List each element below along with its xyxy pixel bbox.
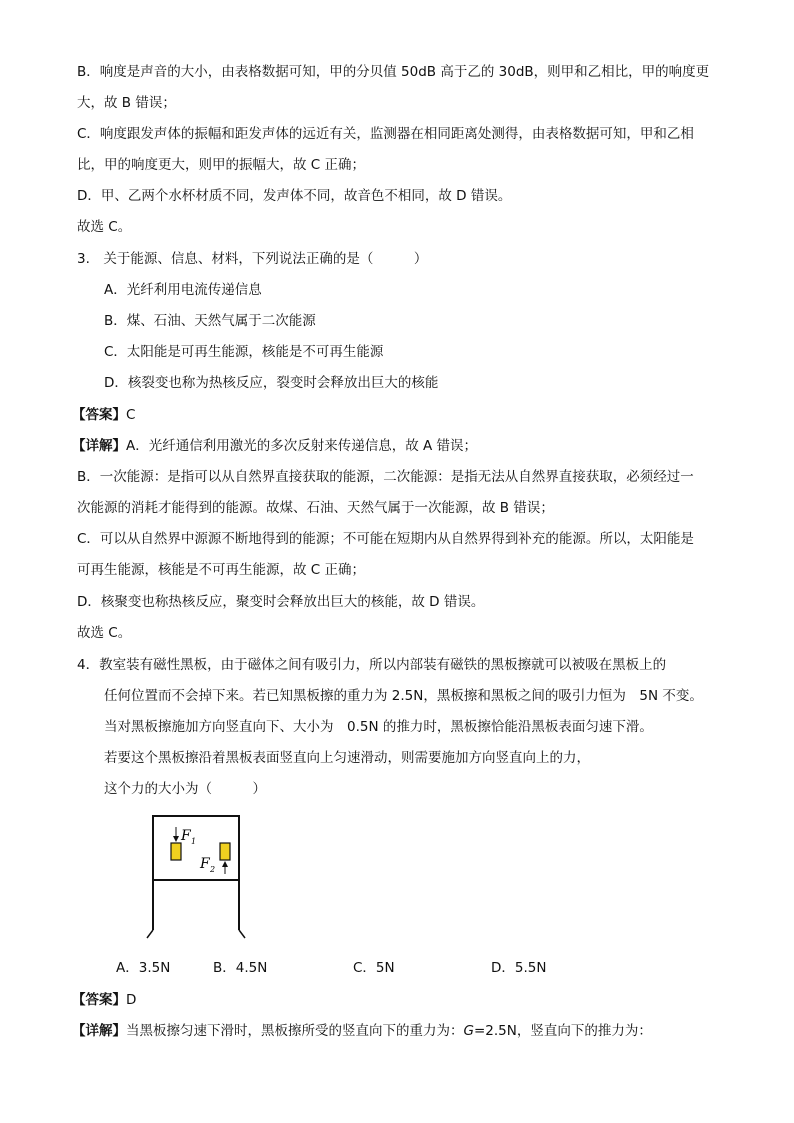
question-3-option-b: B．煤、石油、天然气属于二次能源 [104, 313, 316, 329]
conclusion-line: 故选 C。 [77, 625, 132, 641]
question-3-option-a: A．光纤利用电流传递信息 [104, 282, 262, 298]
question-4-stem: 当对黑板擦施加方向竖直向下、大小为 0.5N 的推力时，黑板擦恰能沿黑板表面匀速下滑。 [104, 719, 653, 735]
question-3-option-d: D．核裂变也称为热核反应，裂变时会释放出巨大的核能 [104, 375, 439, 391]
solution-line: D．核聚变也称热核反应，聚变时会释放出巨大的核能，故 D 错误。 [77, 594, 485, 610]
detail-4 [72, 1021, 652, 1041]
solution-line: 比，甲的响度更大，则甲的振幅大，故 C 正确； [77, 157, 366, 173]
question-4-option-c: C．5N [353, 960, 395, 976]
question-3-option-c: C．太阳能是可再生能源，核能是不可再生能源 [104, 344, 384, 360]
solution-line: D．甲、乙两个水杯材质不同，发声体不同，故音色不相同，故 D 错误。 [77, 188, 512, 204]
eraser-left [171, 843, 181, 860]
answer-value: D [126, 992, 137, 1008]
solution-line: 次能源的消耗才能得到的能源。故煤、石油、天然气属于一次能源，故 B 错误； [77, 500, 554, 516]
answer-value: C [126, 407, 136, 423]
detail-label: 【详解】 [72, 438, 126, 454]
solution-line: C．可以从自然界中源源不断地得到的能源；不可能在短期内从自然界得到补充的能源。所以，太阳能是 [77, 531, 694, 547]
solution-line: C．响度跟发声体的振幅和距发声体的远近有关，监测器在相同距离处测得，由表格数据可知，甲和乙相 [77, 126, 694, 142]
answer-label: 【答案】 [72, 407, 126, 423]
detail-text: 当黑板擦匀速下滑时，黑板擦所受的竖直向下的重力为： [126, 1023, 464, 1039]
gravity-symbol: G [463, 1023, 474, 1039]
detail-text: A．光纤通信利用激光的多次反射来传递信息，故 A 错误； [126, 438, 478, 454]
question-4-option-d: D．5.5N [491, 960, 547, 976]
detail-label: 【详解】 [72, 1023, 126, 1039]
solution-line: B．一次能源：是指可以从自然界直接获取的能源，二次能源：是指无法从自然界直接获取，必须经过一 [77, 469, 694, 485]
label-f2-sub: 2 [210, 865, 216, 874]
detail-3 [72, 436, 477, 456]
force-arrow-f1-head [173, 836, 179, 842]
question-4-stem: 若要这个黑板擦沿着黑板表面竖直向上匀速滑动，则需要施加方向竖直向上的力， [104, 750, 590, 766]
question-4-stem: 这个力的大小为（ ） [104, 781, 266, 797]
question-4-option-b: B．4.5N [213, 960, 268, 976]
blackboard-foot [147, 930, 153, 938]
detail-text: =2.5N，竖直向下的推力为： [473, 1023, 652, 1039]
blackboard-foot [239, 930, 245, 938]
answer-4 [72, 990, 136, 1010]
force-arrow-f2-head [222, 861, 228, 867]
eraser-right [220, 843, 230, 860]
solution-line: 大，故 B 错误； [77, 95, 176, 111]
solution-line: B．响度是声音的大小，由表格数据可知，甲的分贝值 50dB 高于乙的 30dB，则甲和乙相比，甲的响度更 [77, 64, 710, 80]
question-4-stem: 任何位置而不会掉下来。若已知黑板擦的重力为 2.5N，黑板擦和黑板之间的吸引力恒为 5N 不变。 [104, 688, 703, 704]
conclusion-line: 故选 C。 [77, 219, 132, 235]
label-f2: F [200, 856, 210, 872]
question-3-stem: 3. 关于能源、信息、材料，下列说法正确的是（ ） [77, 251, 428, 267]
solution-line: 可再生能源，核能是不可再生能源，故 C 正确； [77, 562, 366, 578]
label-f1-sub: 1 [191, 837, 197, 846]
blackboard-figure [140, 812, 250, 944]
answer-3 [72, 405, 135, 425]
question-4-stem: 4．教室装有磁性黑板，由于磁体之间有吸引力，所以内部装有磁铁的黑板擦就可以被吸在黑板上的 [77, 657, 667, 673]
label-f1: F [181, 828, 191, 844]
answer-label: 【答案】 [72, 992, 126, 1008]
question-4-option-a: A．3.5N [116, 960, 171, 976]
